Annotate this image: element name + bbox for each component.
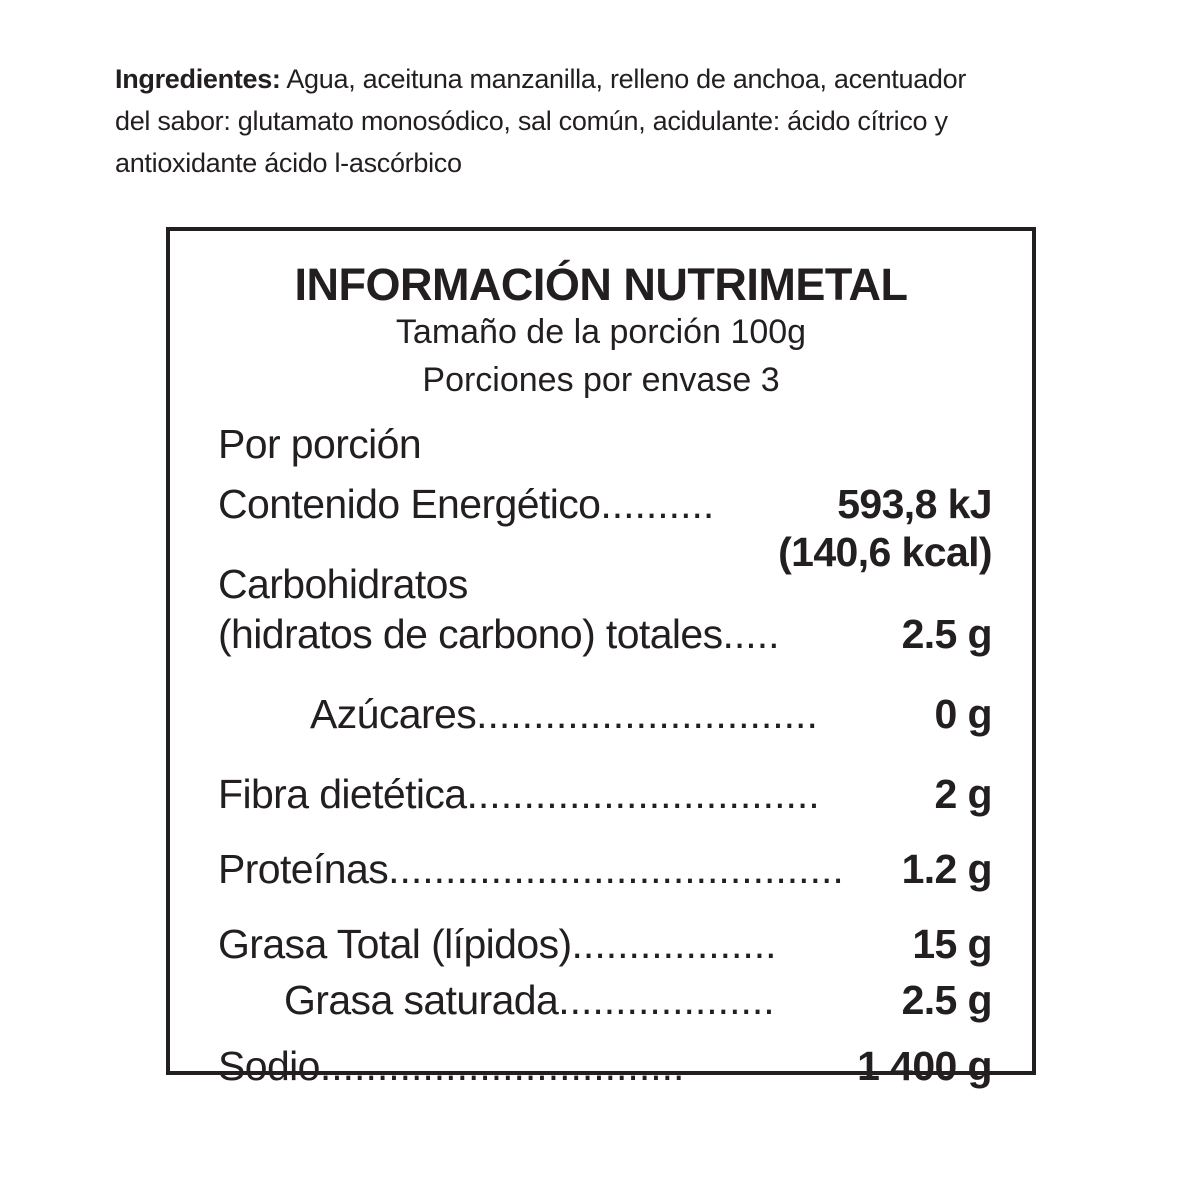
leader-dots: ..... xyxy=(722,611,780,657)
nutrient-value: (140,6 kcal) xyxy=(778,529,992,575)
leader-dots: .............................. xyxy=(476,691,818,737)
nutrient-value: 2.5 g xyxy=(901,977,992,1023)
nutrient-label: Contenido Energético xyxy=(218,481,601,527)
leader-dots: ........................................ xyxy=(388,846,844,892)
nutrient-label: Proteínas xyxy=(218,846,389,892)
panel-title: INFORMACIÓN NUTRIMETAL xyxy=(294,259,908,310)
per-serving-label: Por porción xyxy=(218,421,422,467)
nutrient-row-sodium xyxy=(218,1043,992,1093)
nutrient-label: Grasa Total (lípidos) xyxy=(218,921,572,967)
nutrient-value: 2 g xyxy=(934,771,992,817)
nutrient-value: 15 g xyxy=(912,921,992,967)
nutrient-row-total-fat xyxy=(218,921,992,971)
nutrient-row-saturated-fat xyxy=(218,977,992,1027)
nutrient-row-carbs-heading xyxy=(218,561,992,611)
nutrient-label: Carbohidratos xyxy=(218,561,468,607)
nutrient-row-fiber xyxy=(218,771,992,821)
nutrient-value: 593,8 kJ xyxy=(837,481,992,527)
nutrient-value: 1.2 g xyxy=(901,846,992,892)
ingredients-line-3: antioxidante ácido l-ascórbico xyxy=(115,148,462,178)
nutrient-row-energy xyxy=(218,481,992,531)
nutrient-label: Sodio xyxy=(218,1043,320,1089)
nutrient-label: (hidratos de carbono) totales xyxy=(218,611,723,657)
ingredients-label: Ingredientes: xyxy=(115,64,281,94)
leader-dots: ............................... xyxy=(466,771,820,817)
nutrient-row-carbs xyxy=(218,611,992,661)
ingredients-line-2: del sabor: glutamato monosódico, sal común, acidulante: ácido cítrico y xyxy=(115,106,948,136)
per-serving-heading xyxy=(218,421,992,471)
leader-dots: ................................ xyxy=(319,1043,685,1089)
nutrient-label: Azúcares xyxy=(310,691,477,737)
nutrient-label: Grasa saturada xyxy=(284,977,559,1023)
serving-size: Tamaño de la porción 100g xyxy=(395,313,807,351)
leader-dots: ................... xyxy=(558,977,775,1023)
leader-dots: .................. xyxy=(571,921,777,967)
nutrition-facts-panel xyxy=(166,227,1036,1089)
nutrient-value: 0 g xyxy=(934,691,992,737)
nutrient-value: 1 400 g xyxy=(857,1043,992,1089)
nutrient-label: Fibra dietética xyxy=(218,771,467,817)
nutrient-row-protein xyxy=(218,846,992,896)
nutrient-value: 2.5 g xyxy=(901,611,992,657)
leader-dots: .......... xyxy=(600,481,715,527)
nutrient-row-sugars xyxy=(218,691,992,741)
ingredients-line-1: Agua, aceituna manzanilla, relleno de anchoa, acentuador xyxy=(280,64,967,94)
servings-per-container: Porciones por envase 3 xyxy=(422,361,780,399)
ingredients-text xyxy=(115,58,1105,184)
